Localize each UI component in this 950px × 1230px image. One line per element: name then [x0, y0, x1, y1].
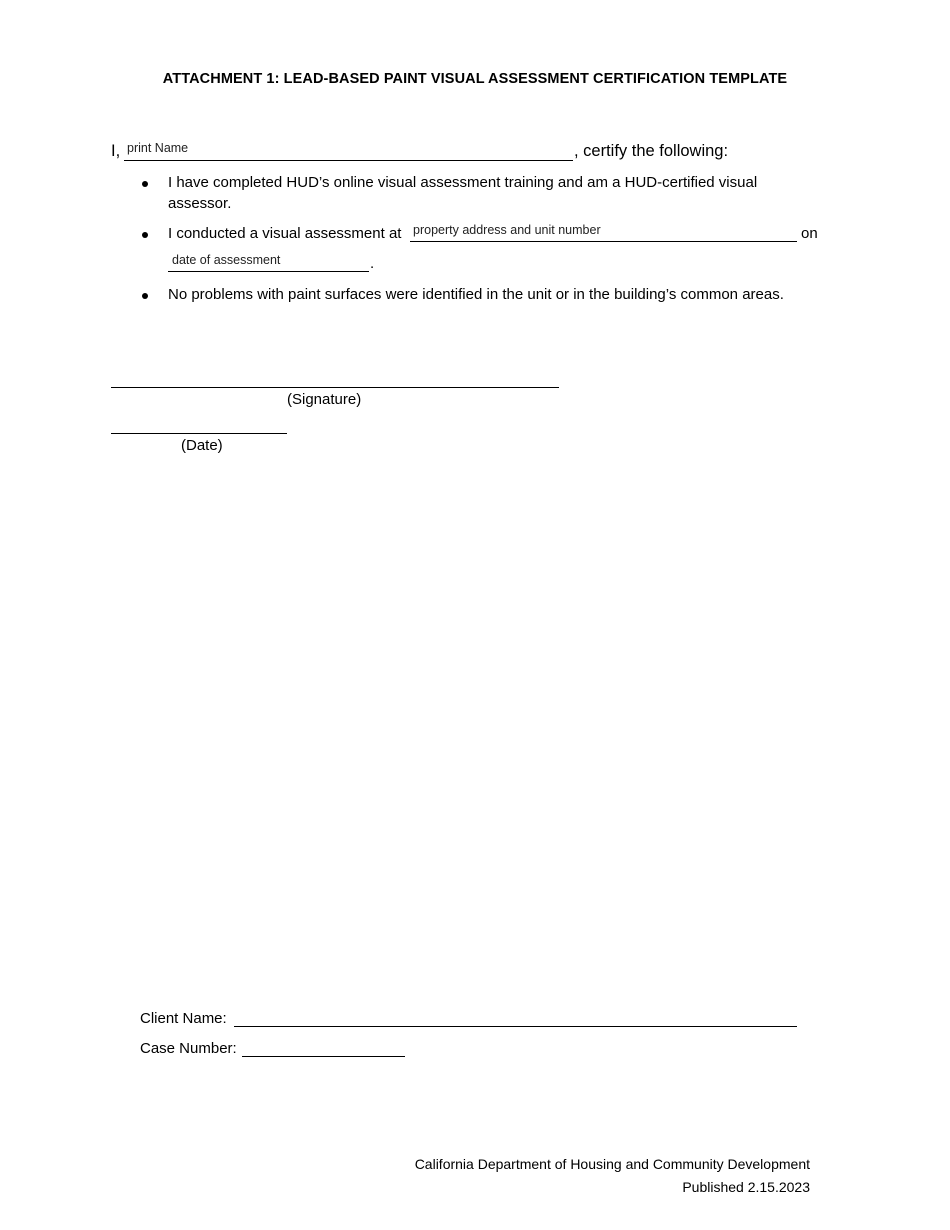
address-field-hint: property address and unit number — [413, 223, 601, 237]
bullet-marker — [142, 232, 148, 238]
client-name-underline — [234, 1026, 797, 1027]
print-name-underline — [124, 160, 573, 161]
bullet-2-prefix: I conducted a visual assessment at — [168, 225, 402, 242]
assessment-date-underline — [168, 271, 369, 272]
footer-published: Published 2.15.2023 — [682, 1179, 810, 1195]
bullet-marker — [142, 181, 148, 187]
client-name-input[interactable] — [234, 1008, 796, 1025]
case-number-input[interactable] — [242, 1038, 404, 1055]
date-input[interactable] — [111, 414, 286, 432]
property-address-input[interactable] — [410, 225, 796, 241]
client-name-label: Client Name: — [140, 1010, 227, 1027]
assessment-date-input[interactable] — [168, 255, 368, 271]
case-number-underline — [242, 1056, 405, 1057]
date-line — [111, 433, 287, 434]
case-number-label: Case Number: — [140, 1040, 237, 1057]
bullet-marker — [142, 293, 148, 299]
bullet-1-line-2: assessor. — [168, 195, 232, 212]
bullet-3-text: No problems with paint surfaces were identified in the unit or in the building’s common areas. — [168, 286, 784, 303]
date-field-hint: date of assessment — [172, 253, 281, 267]
footer-org: California Department of Housing and Community Development — [414, 1156, 810, 1172]
signature-line — [111, 387, 559, 388]
bullet-2-period: . — [370, 255, 375, 272]
print-name-input[interactable] — [124, 143, 572, 159]
document-title: ATTACHMENT 1: LEAD-BASED PAINT VISUAL ASSESSMENT CERTIFICATION TEMPLATE — [162, 71, 788, 87]
bullet-2-on: on — [801, 225, 818, 242]
signature-input[interactable] — [111, 368, 558, 386]
certify-prefix: I, — [111, 142, 121, 160]
signature-label: (Signature) — [287, 391, 362, 408]
name-field-hint: print Name — [127, 141, 189, 155]
property-address-underline — [410, 241, 797, 242]
bullet-1-line-1: I have completed HUD’s online visual assessment training and am a HUD-certified visual — [168, 174, 758, 191]
date-label: (Date) — [181, 437, 223, 454]
certify-suffix: , certify the following: — [574, 142, 729, 160]
